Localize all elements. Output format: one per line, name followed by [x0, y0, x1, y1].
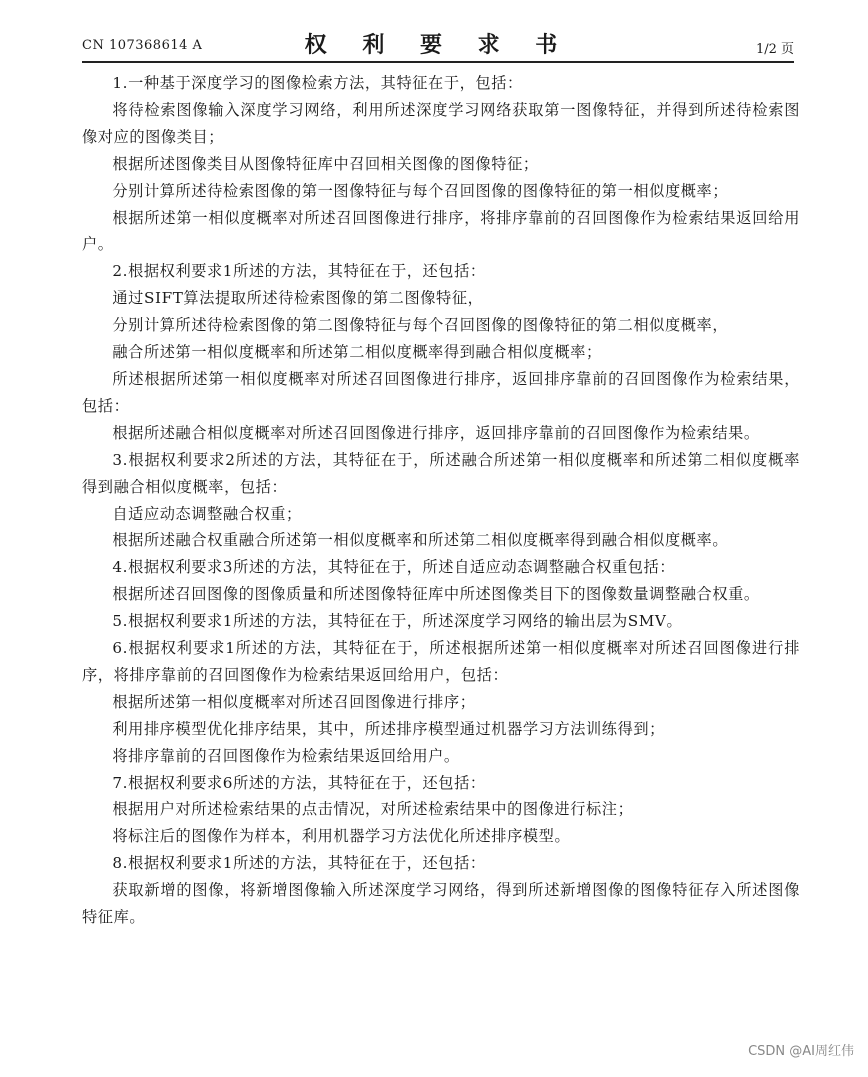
- claim-paragraph: 根据所述融合相似度概率对所述召回图像进行排序，返回排序靠前的召回图像作为检索结果。: [112, 423, 760, 442]
- claim-paragraph: 根据所述第一相似度概率对所述召回图像进行排序；: [112, 692, 476, 711]
- claim-paragraph: 将待检索图像输入深度学习网络，利用所述深度学习网络获取第一图像特征，并得到所述待检索图像对应的图像类目；: [82, 100, 800, 146]
- claim-paragraph: 根据所述图像类目从图像特征库中召回相关图像的图像特征；: [112, 154, 539, 173]
- page-header: [82, 28, 794, 62]
- claim-paragraph: 融合所述第一相似度概率和所述第二相似度概率得到融合相似度概率；: [112, 343, 602, 362]
- claim-paragraph: 1.一种基于深度学习的图像检索方法，其特征在于，包括：: [112, 74, 523, 92]
- claim-paragraph: 4.根据权利要求3所述的方法，其特征在于，所述自适应动态调整融合权重包括：: [112, 558, 676, 577]
- claim-paragraph: 分别计算所述待检索图像的第二图像特征与每个召回图像的图像特征的第二相似度概率，: [112, 316, 729, 335]
- claim-paragraph: 根据所述召回图像的图像质量和所述图像特征库中所述图像类目下的图像数量调整融合权重。: [112, 585, 760, 604]
- claim-paragraph: 2.根据权利要求1所述的方法，其特征在于，还包括：: [112, 262, 486, 281]
- claim-paragraph: 根据所述第一相似度概率对所述召回图像进行排序，将排序靠前的召回图像作为检索结果返回给用户。: [82, 208, 800, 254]
- publication-number: CN 107368614 A: [82, 38, 203, 53]
- claim-paragraph: 5.根据权利要求1所述的方法，其特征在于，所述深度学习网络的输出层为SMV。: [112, 612, 683, 631]
- claim-paragraph: 3.根据权利要求2所述的方法，其特征在于，所述融合所述第一相似度概率和所述第二相似度概率得到融合相似度概率，包括：: [82, 450, 800, 496]
- claim-paragraph: 将排序靠前的召回图像作为检索结果返回给用户。: [112, 746, 460, 765]
- claim-paragraph: 根据用户对所述检索结果的点击情况，对所述检索结果中的图像进行标注；: [112, 800, 634, 819]
- page-indicator: 1/2 页: [755, 42, 794, 57]
- claims-body: [82, 70, 800, 931]
- claim-paragraph: 7.根据权利要求6所述的方法，其特征在于，还包括：: [112, 773, 486, 792]
- claim-paragraph: 自适应动态调整融合权重；: [112, 504, 302, 523]
- claim-paragraph: 所述根据所述第一相似度概率对所述召回图像进行排序，返回排序靠前的召回图像作为检索结果，包括：: [82, 369, 800, 415]
- claim-paragraph: 获取新增的图像，将新增图像输入所述深度学习网络，得到所述新增图像的图像特征存入所述图像特征库。: [82, 881, 800, 927]
- claim-paragraph: 根据所述融合权重融合所述第一相似度概率和所述第二相似度概率得到融合相似度概率。: [112, 531, 729, 550]
- claim-paragraph: 8.根据权利要求1所述的方法，其特征在于，还包括：: [112, 854, 486, 873]
- claim-paragraph: 利用排序模型优化排序结果，其中，所述排序模型通过机器学习方法训练得到；: [112, 719, 665, 738]
- claim-paragraph: 分别计算所述待检索图像的第一图像特征与每个召回图像的图像特征的第一相似度概率；: [112, 181, 729, 200]
- claim-paragraph: 通过SIFT算法提取所述待检索图像的第二图像特征，: [112, 289, 484, 308]
- claim-paragraph: 6.根据权利要求1所述的方法，其特征在于，所述根据所述第一相似度概率对所述召回图像进行排序，将排序靠前的召回图像作为检索结果返回给用户，包括：: [82, 639, 800, 684]
- header-divider: [82, 61, 794, 63]
- watermark-text: CSDN @AI周红伟: [748, 1044, 854, 1059]
- claim-paragraph: 将标注后的图像作为样本，利用机器学习方法优化所述排序模型。: [112, 827, 571, 846]
- page-title: 权 利 要 求 书: [304, 33, 572, 58]
